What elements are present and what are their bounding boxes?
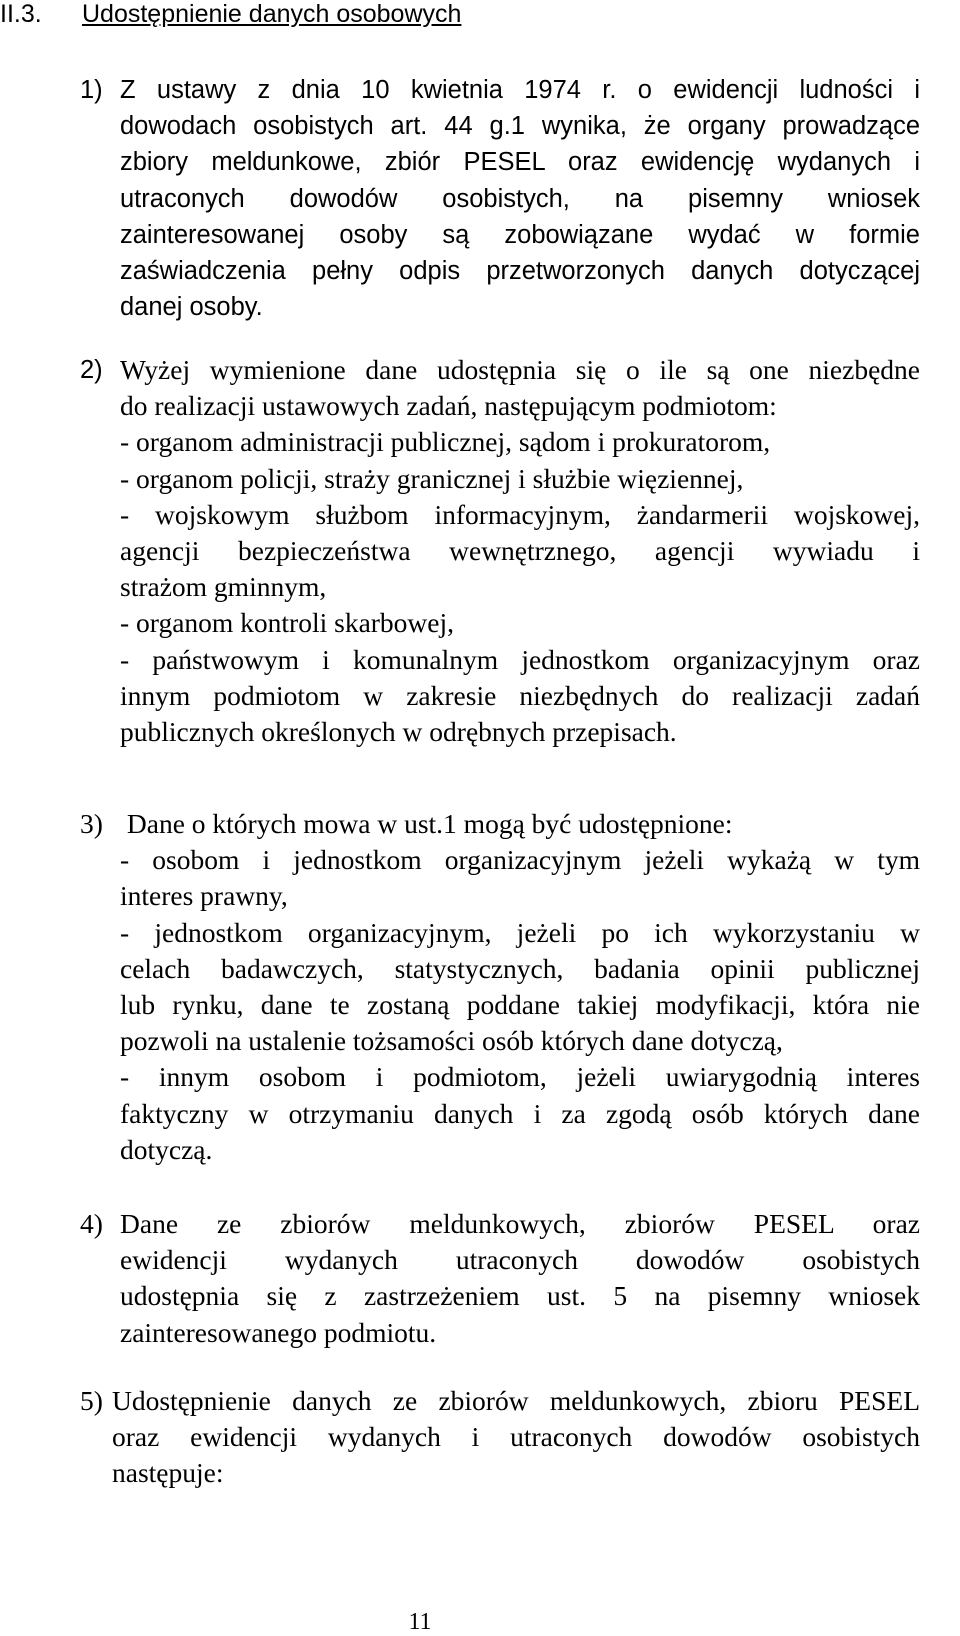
list-item-text — [120, 1206, 920, 1351]
text-line: - organom kontroli skarbowej, — [120, 607, 455, 639]
text-line: ewidencji wydanych utraconych dowodów osobistych — [120, 1244, 920, 1276]
text-line: zainteresowanej osoby są zobowiązane wydać w formie — [120, 220, 920, 249]
list-item-number: 1) — [80, 76, 103, 104]
text-line: strażom gminnym, — [120, 571, 327, 603]
text-line: agencji bezpieczeństwa wewnętrznego, agencji wywiadu i — [120, 535, 920, 567]
text-line: celach badawczych, statystycznych, badania opinii publicznej — [120, 952, 920, 984]
text-line: dotyczą. — [120, 1133, 213, 1165]
list-item-text — [120, 72, 920, 325]
text-line: - organom policji, straży granicznej i służbie więziennej, — [120, 462, 744, 494]
text-line: - osobom i jednostkom organizacyjnym jeżeli wykażą w tym — [120, 844, 920, 876]
list-item-number: 3) — [80, 808, 103, 839]
text-line: zaświadczenia pełny odpis przetworzonych danych dotyczącej — [120, 257, 920, 286]
list-item-text — [112, 1383, 920, 1492]
text-line: Z ustawy z dnia 10 kwietnia 1974 r. o ewidencji ludności i — [120, 76, 920, 104]
text-line: Wyżej wymienione dane udostępnia się o ile są one niezbędne — [120, 354, 920, 385]
text-line: Udostępnienie danych ze zbiorów meldunkowych, zbioru PESEL — [112, 1385, 920, 1416]
text-line: - innym osobom i podmiotom, jeżeli uwiarygodnią interes — [120, 1061, 920, 1093]
list-item-number: 4) — [80, 1208, 103, 1239]
text-line: oraz ewidencji wydanych i utraconych dowodów osobistych — [112, 1421, 920, 1453]
section-title: Udostępnienie danych osobowych — [82, 0, 462, 28]
text-line: interes prawny, — [120, 880, 288, 912]
text-line: innym podmiotom w zakresie niezbędnych do realizacji zadań — [120, 679, 920, 711]
text-line: Dane o których mowa w ust.1 mogą być udostępnione: — [120, 808, 733, 839]
list-item-number: 2) — [80, 356, 103, 384]
text-line: publicznych określonych w odrębnych przepisach. — [120, 716, 677, 748]
list-item-text — [120, 806, 920, 1168]
text-line: - jednostkom organizacyjnym, jeżeli po ich wykorzystaniu w — [120, 916, 920, 948]
text-line: utraconych dowodów osobistych, na pisemny wniosek — [120, 184, 920, 213]
text-line: dowodach osobistych art. 44 g.1 wynika, że organy prowadzące — [120, 112, 920, 141]
list-item-text — [120, 352, 920, 750]
list-item-number: 5) — [80, 1385, 103, 1416]
text-line: zainteresowanego podmiotu. — [120, 1316, 437, 1348]
text-line: następuje: — [112, 1457, 224, 1489]
text-line: faktyczny w otrzymaniu danych i za zgodą osób których dane — [120, 1097, 920, 1129]
text-line: pozwoli na ustalenie tożsamości osób których dane dotyczą, — [120, 1025, 783, 1057]
text-line: do realizacji ustawowych zadań, następującym podmiotom: — [120, 390, 777, 422]
page-number: 11 — [408, 1609, 432, 1635]
section-heading — [0, 0, 461, 30]
text-line: danej osoby. — [120, 293, 263, 322]
text-line: - organom administracji publicznej, sądom i prokuratorom, — [120, 426, 771, 458]
text-line: - wojskowym służbom informacyjnym, żandarmerii wojskowej, — [120, 498, 920, 530]
text-line: zbiory meldunkowe, zbiór PESEL oraz ewidencję wydanych i — [120, 148, 920, 177]
text-line: udostępnia się z zastrzeżeniem ust. 5 na pisemny wniosek — [120, 1280, 920, 1312]
text-line: Dane ze zbiorów meldunkowych, zbiorów PESEL oraz — [120, 1208, 920, 1239]
text-line: lub rynku, dane te zostaną poddane takiej modyfikacji, która nie — [120, 989, 920, 1021]
section-number: II.3. — [0, 0, 42, 28]
text-line: - państwowym i komunalnym jednostkom organizacyjnym oraz — [120, 643, 920, 675]
